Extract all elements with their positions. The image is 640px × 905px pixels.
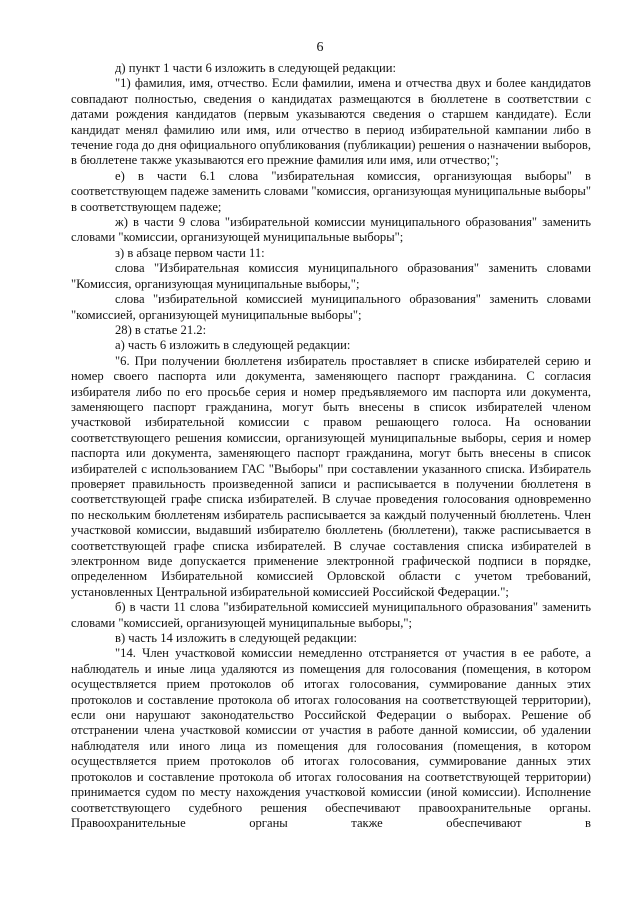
paragraph: "1) фамилия, имя, отчество. Если фамилии, имена и отчества двух и более кандидатов совпадают полностью, сведения о кандидатах размещаются в бюллетене в соответствии с датами рождения кандидатов (первым указываются сведения о старшем кандидате). Если кандидат менял фамилию или имя, или отчество в период избирательной кампании либо в течение года до дня официального опубликования (публикации) решения о назначении выборов, в бюллетене также указываются его прежние фамилия или имя, или отчество;"; [71, 76, 591, 168]
paragraph: "14. Член участковой комиссии немедленно отстраняется от участия в ее работе, а наблюдатель и иные лица удаляются из помещения для голосования (помещения, в котором осуществляется прием протоколов об итогах голосования, суммирование данных этих протоколов и составление протокола об итогах голосования на соответствующей территории), если они нарушают законодательство Российской Федерации о выборах. Решение об отстранении члена участковой комиссии от участия в работе данной комиссии, об удалении наблюдателя или иного лица из помещения для голосования (помещения, в котором осуществляется прием протоколов об итогах голосования, суммирование данных этих протоколов и составление протокола об итогах голосования на соответствующей территории) принимается судом по месту нахождения участковой комиссии (иной комиссии). Исполнение соответствующего судебного решения обеспечивают правоохранительные органы. Правоохранительные органы также обеспечивают в [71, 646, 591, 830]
paragraph: слова "избирательной комиссией муниципального образования" заменить словами "комиссией, организующей муниципальные выборы"; [71, 292, 591, 322]
paragraph: "6. При получении бюллетеня избиратель проставляет в списке избирателей серию и номер своего паспорта или документа, заменяющего паспорт гражданина. С согласия избирателя либо по его просьбе серия и номер предъявляемого им паспорта или документа, заменяющего паспорт гражданина, могут быть внесены в список избирателей членом участковой избирательной комиссии с правом решающего голоса. На основании соответствующего решения комиссии, организующей муниципальные выборы, серия и номер паспорта или документа, заменяющего паспорт гражданина, могут быть внесены в список избирателей с использованием ГАС "Выборы" при составлении указанного списка. Избиратель проверяет правильность произведенной записи и расписывается в получении бюллетеня в соответствующей графе списка избирателей. В случае проведения голосования одновременно по нескольким бюллетеням избиратель расписывается за каждый полученный бюллетень. Член участковой комиссии, выдавший избирателю бюллетень (бюллетени), также расписывается в соответствующей графе списка избирателей. В случае составления списка избирателей в электронном виде допускается применение электронной графической подписи в порядке, определенном Избирательной комиссией Орловской области с учетом требований, установленных Центральной избирательной комиссией Российской Федерации."; [71, 353, 591, 599]
paragraph: д) пункт 1 части 6 изложить в следующей редакции: [115, 61, 396, 75]
paragraph: в) часть 14 изложить в следующей редакции: [115, 631, 357, 646]
paragraph: б) в части 11 слова "избирательной комиссией муниципального образования" заменить словами "комиссией, организующей муниципальные выборы,"; [71, 600, 591, 630]
paragraph: е) в части 6.1 слова "избирательная комиссия, организующая выборы" в соответствующем падеже заменить словами "комиссия, организующая муниципальные выборы" в соответствующем падеже; [71, 168, 591, 214]
paragraph: а) часть 6 изложить в следующей редакции: [115, 338, 351, 353]
paragraph: слова "Избирательная комиссия муниципального образования" заменить словами "Комиссия, организующая муниципальные выборы,"; [71, 261, 591, 291]
paragraph: з) в абзаце первом части 11: [115, 245, 265, 260]
page-number: 6 [316, 40, 324, 55]
document-body [71, 61, 591, 831]
paragraph: 28) в статье 21.2: [115, 322, 207, 337]
paragraph: ж) в части 9 слова "избирательной комиссии муниципального образования" заменить словами "комиссии, организующей муниципальные выборы"; [71, 215, 591, 245]
